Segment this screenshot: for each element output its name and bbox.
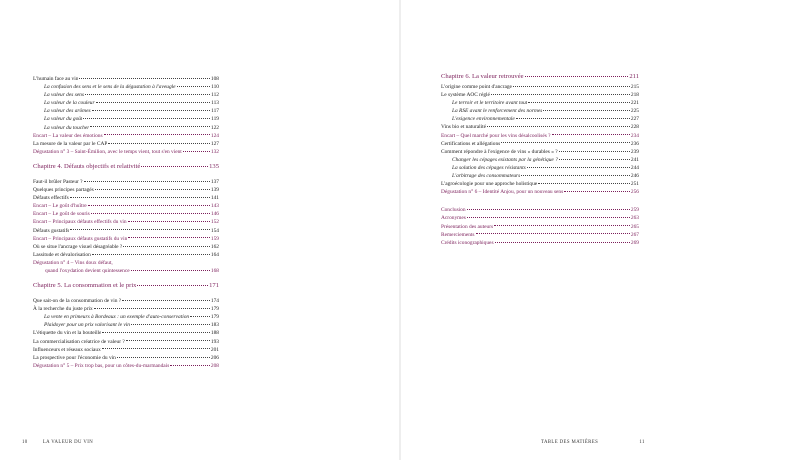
dot-leader [538,183,630,184]
toc-entry [441,107,639,115]
toc-entry-title: Que sait-on de la consommation de vin ? [33,298,122,305]
toc-entry [33,210,219,218]
toc-entry-page: 179 [210,314,219,321]
toc-entry-title: Remerciements [441,231,475,238]
toc-entry-page: 269 [630,239,639,246]
toc-entry-page: 135 [209,162,219,170]
toc-entry-title: La valeur du toucher [44,124,90,131]
toc-entry [441,91,639,99]
toc-entry-page: 221 [630,100,639,107]
toc-entry [33,115,219,123]
toc-entry-title: Conclusion [441,207,466,214]
toc-entry [33,194,219,202]
toc-entry-title: Crédits iconographiques [441,239,494,246]
toc-entry-page: 234 [630,132,639,139]
dot-leader [494,225,630,226]
toc-entry-page: 122 [210,124,219,131]
dot-leader [70,229,210,230]
toc-entry-title: Comment répondre à l'exigence de vins « durables » ? [441,148,558,155]
dot-leader [559,159,630,160]
toc-entry [33,305,219,313]
toc-entry-title: L'étiquette du vin et la bouteille [33,330,102,337]
toc-entry [33,124,219,132]
toc-entry-title: La RSE avant le renforcement des normes [452,108,543,115]
toc-list-left [33,75,219,370]
toc-entry-title: La vente en primeurs à Bordeaux : un exemple d'auto-conservation [44,314,190,321]
left-folio [22,440,93,445]
toc-entry-page: 108 [210,76,219,82]
toc-entry-page: 218 [630,92,639,99]
toc-entry-page: 215 [630,84,639,90]
toc-entry-page: 201 [210,346,219,353]
toc-entry [33,329,219,337]
toc-entry-page: 208 [210,362,219,369]
dot-leader [487,126,630,127]
dot-leader [525,76,629,77]
dot-leader [92,254,210,255]
toc-entry-page: 171 [209,282,219,290]
toc-entry [441,115,639,123]
toc-entry-page: 112 [211,92,219,99]
toc-entry [441,123,639,131]
toc-entry-title: La commercialisation créatrice de valeur ? [33,338,125,345]
toc-entry [441,223,639,231]
toc-entry-title: Chapitre 5. La consommation et le prix [33,282,137,290]
toc-entry-title: La mesure de la valeur par le CAP [33,140,108,147]
dot-leader [126,340,210,341]
toc-entry-title: Chapitre 4. Défauts objectifs et relativité [33,162,141,170]
chapter-heading [33,161,219,173]
dot-leader [528,102,630,103]
toc-entry [441,214,639,222]
toc-entry [33,251,219,259]
dot-leader [102,348,210,349]
dot-leader [183,151,210,152]
toc-entry [33,140,219,148]
right-page [401,0,800,460]
dot-leader [495,242,630,243]
toc-entry-page: 137 [210,178,219,185]
dot-leader [552,134,630,135]
toc-entry-title: Changer les cépages existants par la génétique ? [452,156,558,163]
toc-entry-page: 259 [630,207,639,214]
dot-leader [70,197,210,198]
toc-entry [441,239,639,247]
toc-entry-page: 146 [210,211,219,218]
toc-entry-page: 113 [211,100,219,107]
toc-entry-page: 183 [210,322,219,329]
toc-entry-page: 168 [210,267,219,274]
dot-leader [83,118,210,119]
toc-entry-title: Encart – Quel marché pour les vins désalcoolisés ? [441,132,551,139]
toc-entry [33,148,219,156]
toc-entry [33,346,219,354]
toc-entry-title: La solution des cépages résistants [452,164,526,171]
toc-entry [441,140,639,148]
toc-entry-title: Encart – Le goût de souris [33,211,90,218]
dot-leader [467,217,630,218]
toc-entry [33,321,219,329]
dot-leader [137,285,208,286]
toc-entry-title: Lassitude et dévalorisation [33,251,91,258]
dot-leader [91,213,210,214]
toc-entry-page: 193 [210,338,219,345]
right-folio [541,440,645,445]
toc-entry-title: Encart – Principaux défauts effectifs du vin [33,219,127,226]
toc-entry-page: 162 [210,243,219,250]
toc-entry-title: La valeur du goût [44,116,83,123]
toc-entry [33,91,219,99]
toc-entry-page: 225 [630,108,639,115]
toc-entry-page: 263 [630,215,639,222]
running-head: LA VALEUR DU VIN [42,440,94,445]
toc-entry [441,180,639,188]
toc-entry-title: Dégustation n° 4 – Vins doux défaut, [33,259,113,266]
toc-entry-title: Influenceurs et réseaux sociaux [33,346,101,353]
toc-entry-title: L'exigence environnementale [452,116,515,123]
toc-entry-page: 117 [211,108,219,115]
page-number: 11 [639,440,645,445]
dot-leader [543,110,630,111]
toc-entry-title: La valeur des sens [44,92,84,99]
dot-leader [177,86,211,87]
toc-entry-title: Encart – Principaux défauts gustatifs du vin [33,235,128,242]
dot-leader [190,316,210,317]
toc-entry-page: 267 [630,231,639,238]
chapter-heading [441,71,639,83]
toc-entry-page: 265 [630,223,639,230]
dot-leader [84,181,210,182]
dot-leader [559,151,630,152]
dot-leader [131,324,210,325]
toc-entry-title: À la recherche du juste prix [33,306,93,313]
dot-leader [476,233,630,234]
dot-leader [516,118,630,119]
dot-leader [128,221,210,222]
toc-entry [33,218,219,226]
toc-entry-title: Dégustation n° 6 – Identité Anjou, pour un nouveau sens [441,189,564,196]
toc-entry-title: Défauts effectifs [33,195,69,202]
toc-entry [441,206,639,214]
toc-entry [33,202,219,210]
dot-leader [521,175,630,176]
toc-entry-title: Présentation des auteurs [441,223,494,230]
toc-entry-page: 227 [630,116,639,123]
toc-entry-title: Où se situe l'ancrage visuel désagréable ? [33,243,123,250]
dot-leader [104,134,210,135]
dot-leader [85,94,210,95]
dot-leader [170,365,210,366]
toc-entry-title: Dégustation n° 3 – Saint-Émilion, avec le temps vient, tout s'en vient [33,148,182,155]
toc-entry-title: L'humain face au vin [33,76,79,82]
dot-leader [94,308,210,309]
toc-entry-title: Vins bio et naturalité [441,124,487,131]
toc-entry [33,186,219,194]
dot-leader [501,142,630,143]
toc-entry [441,99,639,107]
toc-entry-title: La confusion des sens et le sens de la dégustation à l'aveugle [44,84,176,91]
toc-entry [441,83,639,91]
toc-entry-page: 256 [630,189,639,196]
toc-entry [33,107,219,115]
toc-entry-page: 228 [630,124,639,131]
toc-entry [33,338,219,346]
dot-leader [141,166,208,167]
dot-leader [102,332,209,333]
toc-entry-title: L'origine comme point d'ancrage [441,84,512,90]
toc-entry-page: 141 [210,195,219,202]
toc-entry [33,267,219,275]
toc-entry [33,313,219,321]
toc-entry-page: 139 [210,187,219,194]
toc-entry [33,362,219,370]
toc-entry-page: 127 [210,140,219,147]
chapter-heading [33,280,219,292]
page-number: 10 [22,440,28,445]
toc-entry-title: Plaidoyer pour un prix valorisant le vin [44,322,130,329]
toc-entry-page: 239 [630,148,639,155]
toc-entry-page: 188 [210,330,219,337]
toc-entry-page: 154 [210,227,219,234]
toc-entry-page: 110 [211,84,219,91]
toc-entry-title: Le système AOC réglé [441,92,490,99]
toc-entry [441,164,639,172]
dot-leader [527,167,630,168]
dot-leader [564,191,630,192]
toc-entry-page: 251 [630,181,639,188]
toc-entry-title: Quelques principes partagés [33,187,94,194]
dot-leader [96,102,211,103]
toc-entry [33,235,219,243]
toc-entry-page: 246 [630,173,639,180]
toc-entry-page: 124 [210,132,219,139]
toc-entry-page: 179 [210,306,219,313]
toc-entry-title: Encart – Le goût d'huître [33,203,87,210]
toc-entry-page: 119 [211,116,219,123]
toc-entry [33,354,219,362]
toc-entry [33,75,219,83]
toc-entry [33,227,219,235]
toc-entry-page: 132 [210,148,219,155]
toc-entry-title: Certifications et allégations [441,140,501,147]
toc-entry [441,156,639,164]
toc-entry-title: Le terroir et le territoire avant tout [452,100,528,107]
toc-entry-title: Chapitre 6. La valeur retrouvée [441,73,524,80]
dot-leader [491,94,630,95]
toc-entry [33,243,219,251]
dot-leader [108,143,210,144]
toc-entry-page: 244 [630,164,639,171]
toc-entry-page: 159 [210,235,219,242]
toc-list-right [441,71,639,247]
toc-entry [33,178,219,186]
dot-leader [117,357,210,358]
toc-entry [441,132,639,140]
running-head: TABLE DES MATIÈRES [541,440,599,445]
toc-entry-page: 206 [210,354,219,361]
dot-leader [467,209,630,210]
dot-leader [92,110,211,111]
dot-leader [128,237,210,238]
toc-entry [441,148,639,156]
toc-entry-page: 211 [629,73,639,80]
dot-leader [95,189,210,190]
toc-entry-title: Encart – La valeur des émotions [33,132,103,139]
dot-leader [123,246,210,247]
dot-leader [79,78,209,79]
toc-entry-page: 241 [630,156,639,163]
left-page [0,0,399,460]
dot-leader [131,270,210,271]
toc-entry-page: 236 [630,140,639,147]
dot-leader [513,86,630,87]
toc-entry [441,231,639,239]
toc-entry [441,188,639,196]
toc-entry [33,297,219,305]
toc-entry-title: quand l'oxydation devient quintessence [45,267,130,274]
toc-entry [33,259,219,267]
toc-entry-title: L'arbitrage des consommateurs [452,173,521,180]
toc-entry-page: 174 [210,298,219,305]
dot-leader [88,205,210,206]
toc-entry-page: 164 [210,251,219,258]
toc-entry-page: 143 [210,203,219,210]
toc-entry-page: 152 [210,219,219,226]
toc-entry [33,132,219,140]
toc-entry-title: Défauts gustatifs [33,227,70,234]
toc-entry-title: Dégustation n° 5 – Prix trop bas, pour un côtes-du-marmandais [33,362,170,369]
toc-entry-title: La valeur de la couleur [44,100,95,107]
toc-entry-title: La valeur des arômes [44,108,91,115]
toc-entry-title: L'agroécologie pour une approche holistique [441,181,538,188]
toc-entry-title: Acronymes [441,215,466,222]
dot-leader [90,126,210,127]
toc-entry-title: La prospective pour l'économie du vin [33,354,116,361]
toc-entry-title: Faut-il brûler Pasteur ? [33,178,83,185]
toc-entry [33,99,219,107]
dot-leader [122,300,210,301]
toc-entry [441,172,639,180]
toc-entry [33,83,219,91]
